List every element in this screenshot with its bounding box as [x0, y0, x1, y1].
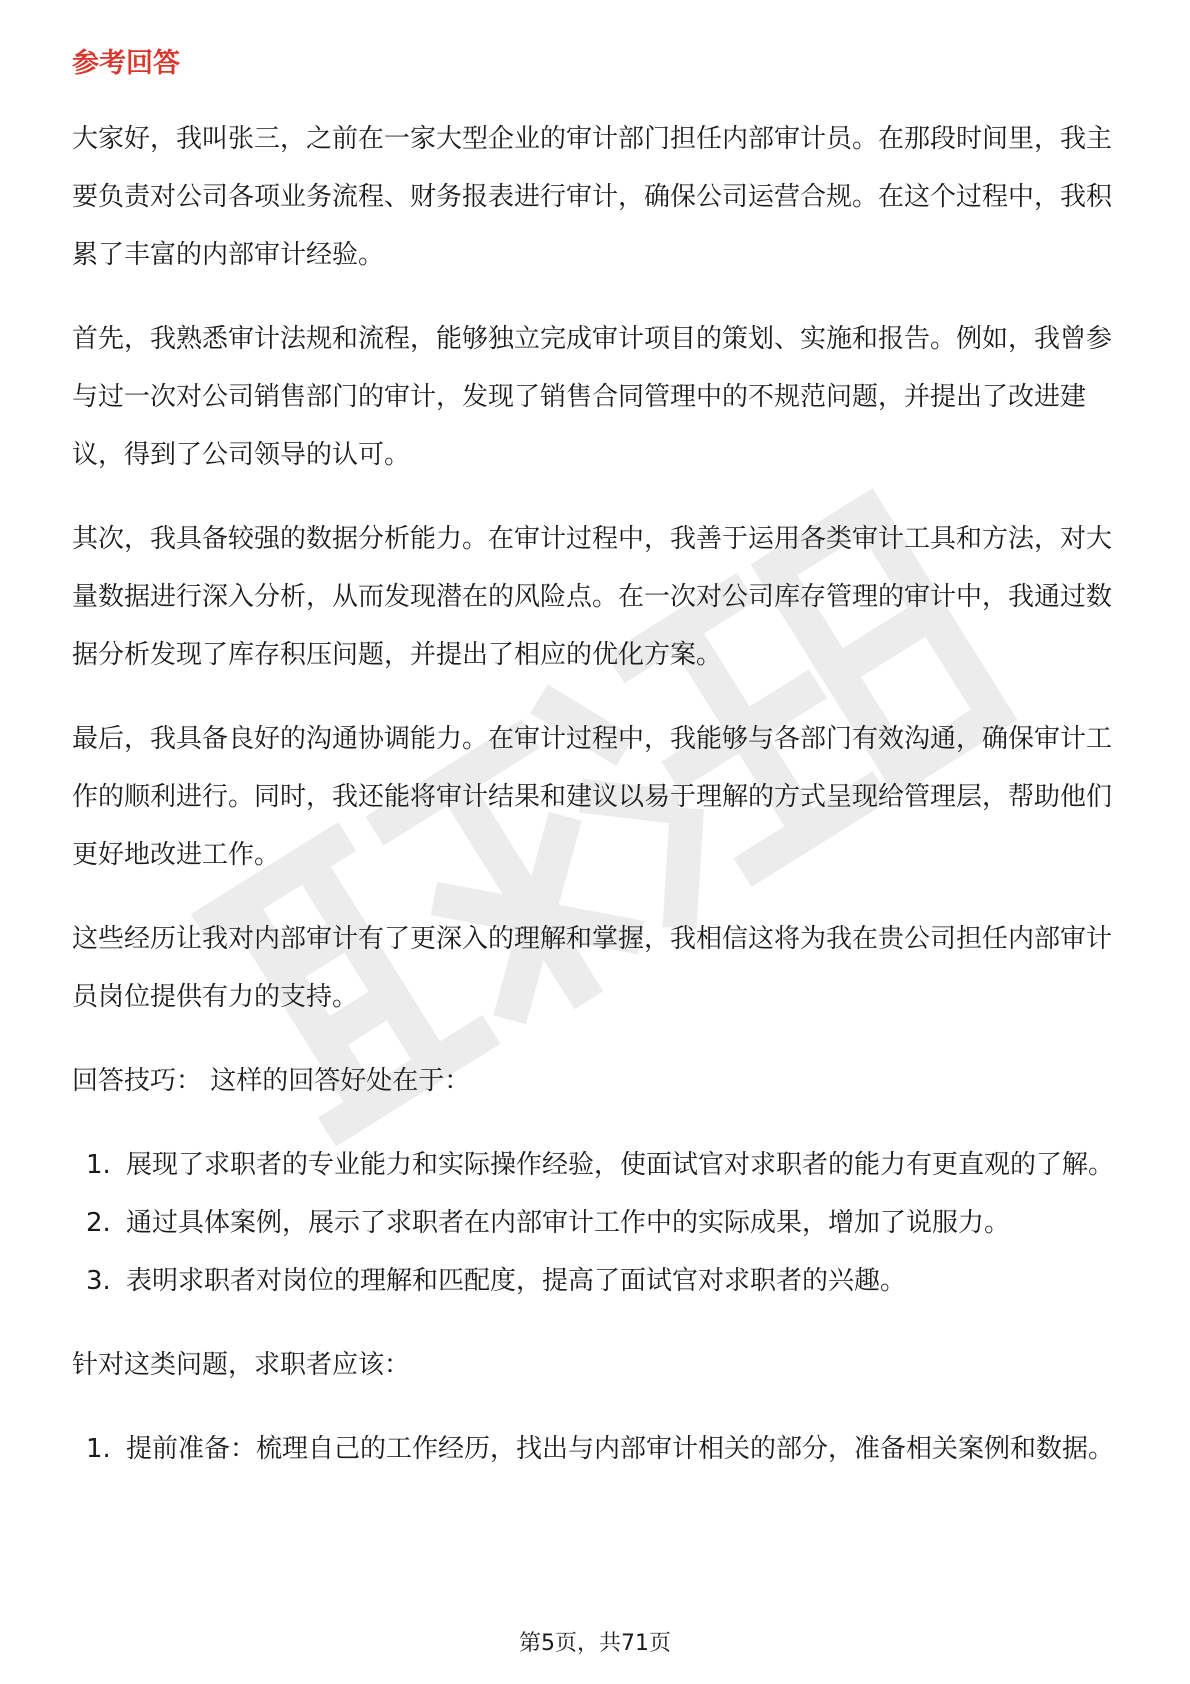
advice-list: [72, 1420, 1118, 1478]
list-item: [72, 1420, 1118, 1478]
tips-list: [72, 1136, 1118, 1310]
list-item-text: 表明求职者对岗位的理解和匹配度，提高了面试官对求职者的兴趣。: [126, 1266, 907, 1296]
list-item-text: 展现了求职者的专业能力和实际操作经验，使面试官对求职者的能力有更直观的了解。: [126, 1150, 1115, 1180]
list-item: [72, 1194, 1118, 1252]
list-item-number: 1.: [86, 1150, 111, 1180]
paragraph-second: 其次，我具备较强的数据分析能力。在审计过程中，我善于运用各类审计工具和方法，对大量数据进行深入分析，从而发现潜在的风险点。在一次对公司库存管理的审计中，我通过数据分析发现了库存积压问题，并提出了相应的优化方案。: [72, 524, 1113, 670]
paragraph-intro: 大家好，我叫张三，之前在一家大型企业的审计部门担任内部审计员。在那段时间里，我主要负责对公司各项业务流程、财务报表进行审计，确保公司运营合规。在这个过程中，我积累了丰富的内部审计经验。: [72, 124, 1113, 270]
advice-heading: 针对这类问题，求职者应该：: [72, 1350, 411, 1380]
paragraph-summary: 这些经历让我对内部审计有了更深入的理解和掌握，我相信这将为我在贵公司担任内部审计员岗位提供有力的支持。: [72, 924, 1113, 1012]
list-item-number: 1.: [86, 1434, 111, 1464]
list-item: [72, 1136, 1118, 1194]
page-number: 第5页，共71页: [519, 1631, 671, 1656]
tips-heading: 回答技巧： 这样的回答好处在于：: [72, 1066, 471, 1096]
list-item-number: 2.: [86, 1208, 111, 1238]
list-item-text: 通过具体案例，展示了求职者在内部审计工作中的实际成果，增加了说服力。: [126, 1208, 1011, 1238]
paragraph-last: 最后，我具备良好的沟通协调能力。在审计过程中，我能够与各部门有效沟通，确保审计工作的顺利进行。同时，我还能将审计结果和建议以易于理解的方式呈现给管理层，帮助他们更好地改进工作。: [72, 724, 1113, 870]
list-item-text: 提前准备：梳理自己的工作经历，找出与内部审计相关的部分，准备相关案例和数据。: [126, 1434, 1115, 1464]
section-title: 参考回答: [72, 48, 180, 79]
document-page: [72, 44, 1118, 1504]
paragraph-first: 首先，我熟悉审计法规和流程，能够独立完成审计项目的策划、实施和报告。例如，我曾参与过一次对公司销售部门的审计，发现了销售合同管理中的不规范问题，并提出了改进建议，得到了公司领导的认可。: [72, 324, 1113, 470]
list-item-number: 3.: [86, 1266, 111, 1296]
list-item: [72, 1252, 1118, 1310]
